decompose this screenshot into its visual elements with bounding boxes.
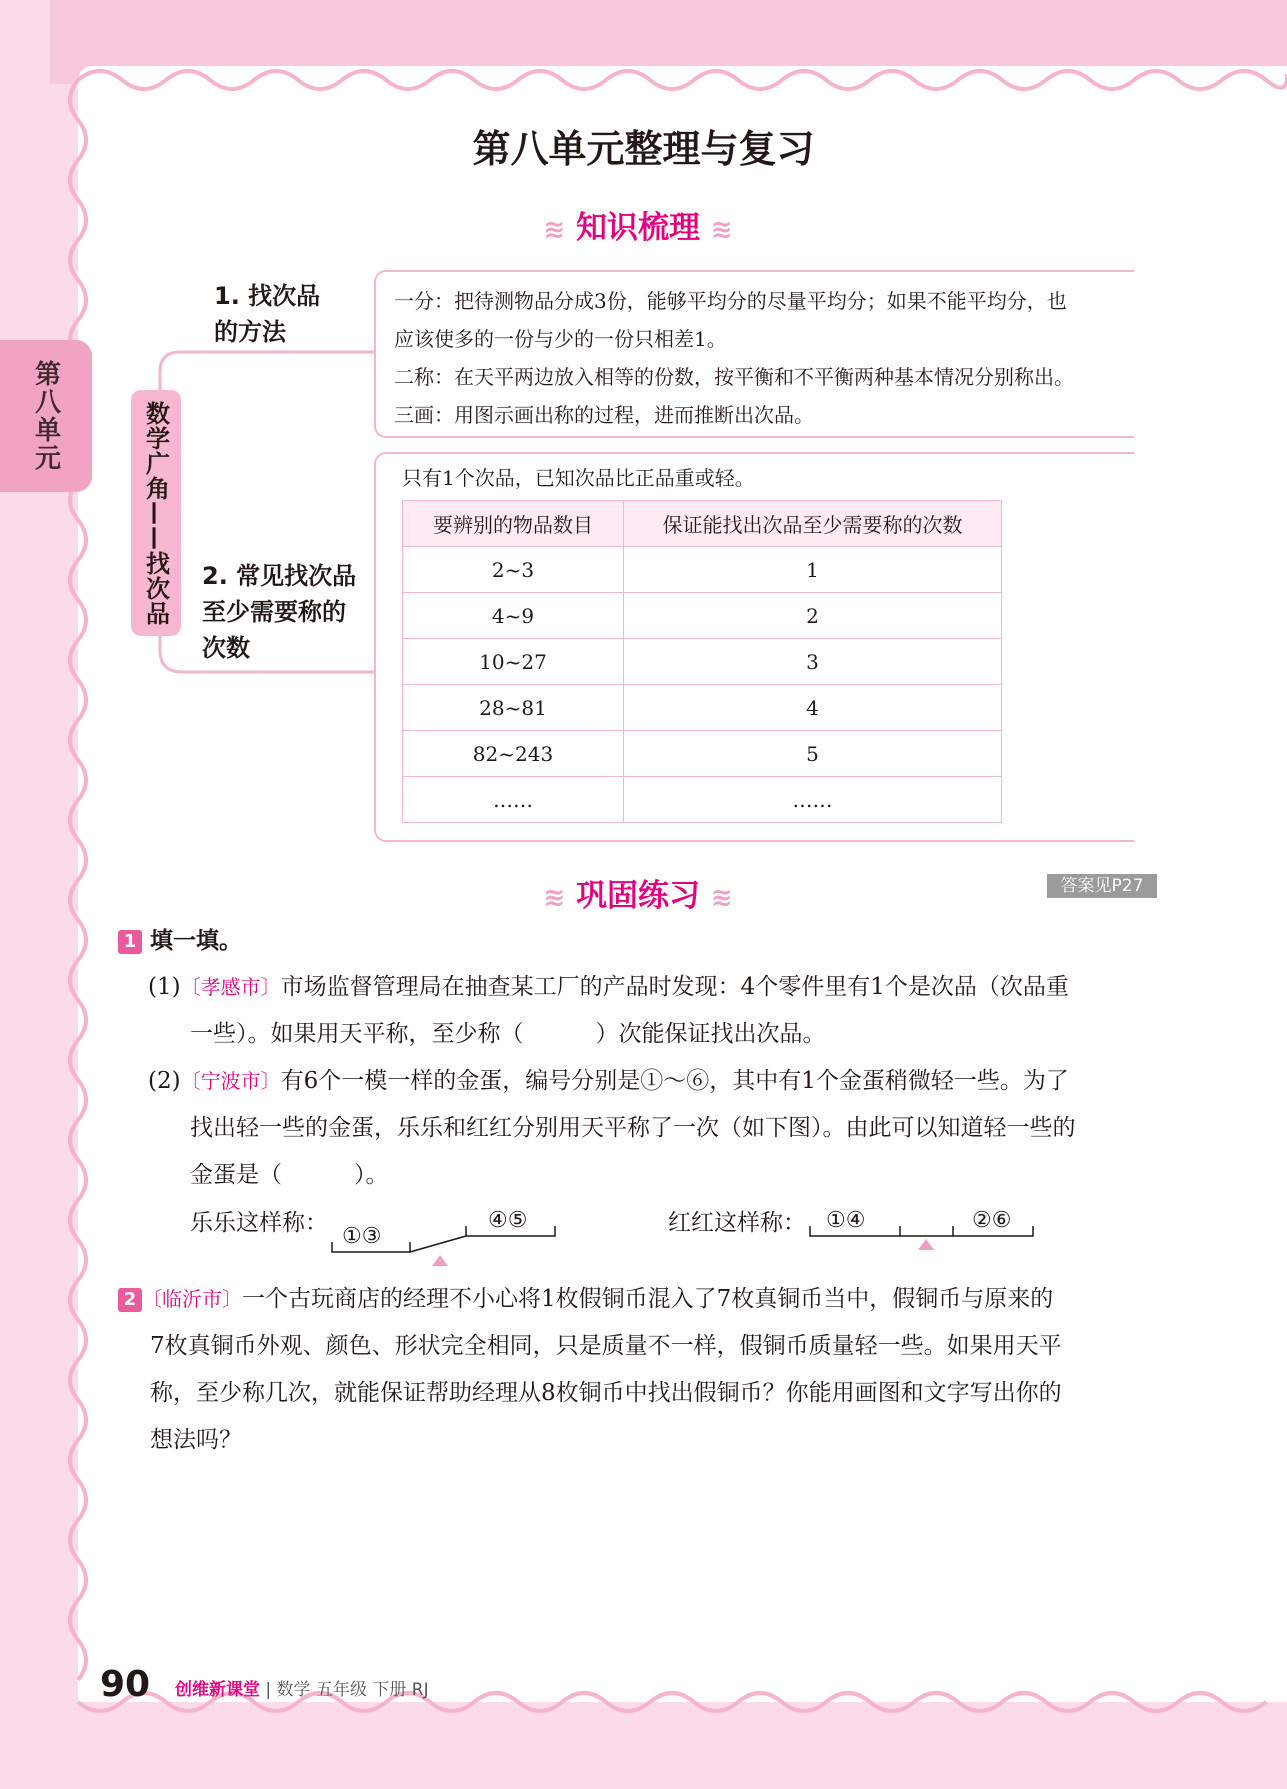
q1-p1-text: 市场监督管理局在抽查某工厂的产品时发现：4个零件里有1个是次品（次品重 (280, 974, 1069, 1000)
honghong-balance-scale (808, 1208, 1038, 1268)
table-row (403, 777, 1002, 823)
answer-reference-badge: 答案见P27 (1047, 874, 1157, 898)
page-number: 90 (100, 1664, 151, 1705)
weighings-label-line1: 2. 常见找次品 (202, 562, 357, 590)
table-row (403, 685, 1002, 731)
table-cell-count: …… (403, 777, 624, 823)
q2-number-badge: 2 (118, 1288, 142, 1312)
q1-header (118, 918, 242, 965)
q1-p2-text: 有6个一模一样的金蛋，编号分别是①～⑥，其中有1个金蛋稍微轻一些。为了 (280, 1068, 1069, 1094)
honghong-label: 红红这样称： (668, 1210, 806, 1236)
lele-right-pan-items: ④⑤ (488, 1208, 528, 1233)
wave-right-icon: ≋ (710, 215, 733, 245)
footer-divider: | (265, 1680, 272, 1700)
table-cell-times: 5 (624, 731, 1002, 777)
practice-heading (530, 870, 746, 915)
q1-p1-line1 (148, 964, 1069, 1011)
honghong-left-pan-items: ①④ (826, 1208, 866, 1233)
table-header: 保证能找出次品至少需要称的次数 (624, 501, 1002, 547)
honghong-right-pan-items: ②⑥ (972, 1208, 1012, 1233)
method-label-line2: 的方法 (214, 318, 286, 346)
weighings-table (402, 500, 1002, 823)
method-line: 三画：用图示画出称的过程，进而推断出次品。 (394, 403, 814, 427)
q2-text: 一个古玩商店的经理不小心将1枚假铜币混入了7枚真铜币当中，假铜币与原来的 (242, 1286, 1054, 1312)
topic-label-text: 数学广角——找次品 (141, 400, 170, 626)
wave-left-icon: ≋ (543, 215, 566, 245)
page-title: 第八单元整理与复习 (472, 127, 815, 171)
q1-p2-line2: 找出轻一些的金蛋，乐乐和红红分别用天平称了一次（如下图）。由此可以知道轻一些的 (190, 1115, 1076, 1141)
table-cell-times: 2 (624, 593, 1002, 639)
q1-p2-text: 金蛋是（ (190, 1162, 282, 1188)
q1-p2-line1 (148, 1058, 1069, 1105)
table-cell-times: 3 (624, 639, 1002, 685)
weighings-branch-label (202, 558, 356, 666)
q2-line2: 7枚真铜币外观、颜色、形状完全相同，只是质量不一样，假铜币质量轻一些。如果用天平 (150, 1333, 1062, 1359)
table-cell-times: 1 (624, 547, 1002, 593)
q1-p2-text: ）。 (354, 1162, 389, 1188)
unit-side-tab (0, 340, 92, 492)
method-line: 一分：把待测物品分成3份，能够平均分的尽量平均分；如果不能平均分，也 (394, 289, 1067, 313)
footer-book-info: 数学 五年级 下册 RJ (276, 1680, 429, 1700)
table-row (403, 547, 1002, 593)
q2-line4: 想法吗？ (150, 1427, 242, 1453)
unit-side-tab-label: 第八单元 (30, 360, 61, 472)
weighings-label-line3: 次数 (202, 634, 250, 662)
weighings-label-line2: 至少需要称的 (202, 598, 346, 626)
method-label-line1: 1. 找次品 (214, 282, 321, 310)
weighings-intro: 只有1个次品，已知次品比正品重或轻。 (402, 466, 755, 490)
q2-line3: 称，至少称几次，就能保证帮助经理从8枚铜币中找出假铜币？你能用画图和文字写出你的 (150, 1380, 1062, 1406)
lele-left-pan-items: ①③ (342, 1224, 382, 1249)
table-header: 要辨别的物品数目 (403, 501, 624, 547)
knowledge-heading-label: 知识梳理 (576, 210, 700, 246)
lele-label: 乐乐这样称： (190, 1210, 328, 1236)
table-row (403, 639, 1002, 685)
q1-p1-line2 (190, 1011, 826, 1058)
topic-label (131, 390, 181, 636)
method-box (374, 270, 1134, 438)
table-header-row (403, 501, 1002, 547)
q1-p2-prefix: (2) (148, 1068, 181, 1094)
table-cell-count: 2~3 (403, 547, 624, 593)
table-cell-times: 4 (624, 685, 1002, 731)
table-cell-count: 82~243 (403, 731, 624, 777)
method-line: 二称：在天平两边放入相等的份数，按平衡和不平衡两种基本情况分别称出。 (394, 365, 1074, 389)
lele-balance-scale (330, 1208, 560, 1268)
weighings-box (374, 452, 1134, 842)
q1-p2-city-tag: 〔宁波市〕 (180, 1069, 281, 1093)
q1-p1-city-tag: 〔孝感市〕 (180, 975, 281, 999)
q1-p1-text: ）次能保证找出次品。 (595, 1021, 826, 1047)
q2-line1 (118, 1276, 1053, 1323)
wave-left-icon: ≋ (543, 883, 566, 913)
table-cell-count: 10~27 (403, 639, 624, 685)
q1-title: 填一填。 (150, 928, 243, 954)
wave-right-icon: ≋ (710, 883, 733, 913)
table-cell-times: …… (624, 777, 1002, 823)
table-row (403, 731, 1002, 777)
table-cell-count: 4~9 (403, 593, 624, 639)
q1-number-badge: 1 (118, 930, 142, 954)
q1-p2-line3 (190, 1152, 389, 1199)
q2-city-tag: 〔临沂市〕 (142, 1287, 242, 1311)
q1-p1-text: 一些）。如果用天平称，至少称（ (190, 1021, 524, 1047)
table-row (403, 593, 1002, 639)
knowledge-heading (530, 202, 746, 247)
method-line: 应该使多的一份与少的一份只相差1。 (394, 327, 727, 351)
footer-brand: 创维新课堂 (175, 1680, 260, 1700)
practice-heading-label: 巩固练习 (576, 878, 700, 914)
method-branch-label (214, 278, 320, 350)
table-cell-count: 28~81 (403, 685, 624, 731)
footer-info (175, 1675, 429, 1700)
q1-p1-prefix: (1) (148, 974, 181, 1000)
